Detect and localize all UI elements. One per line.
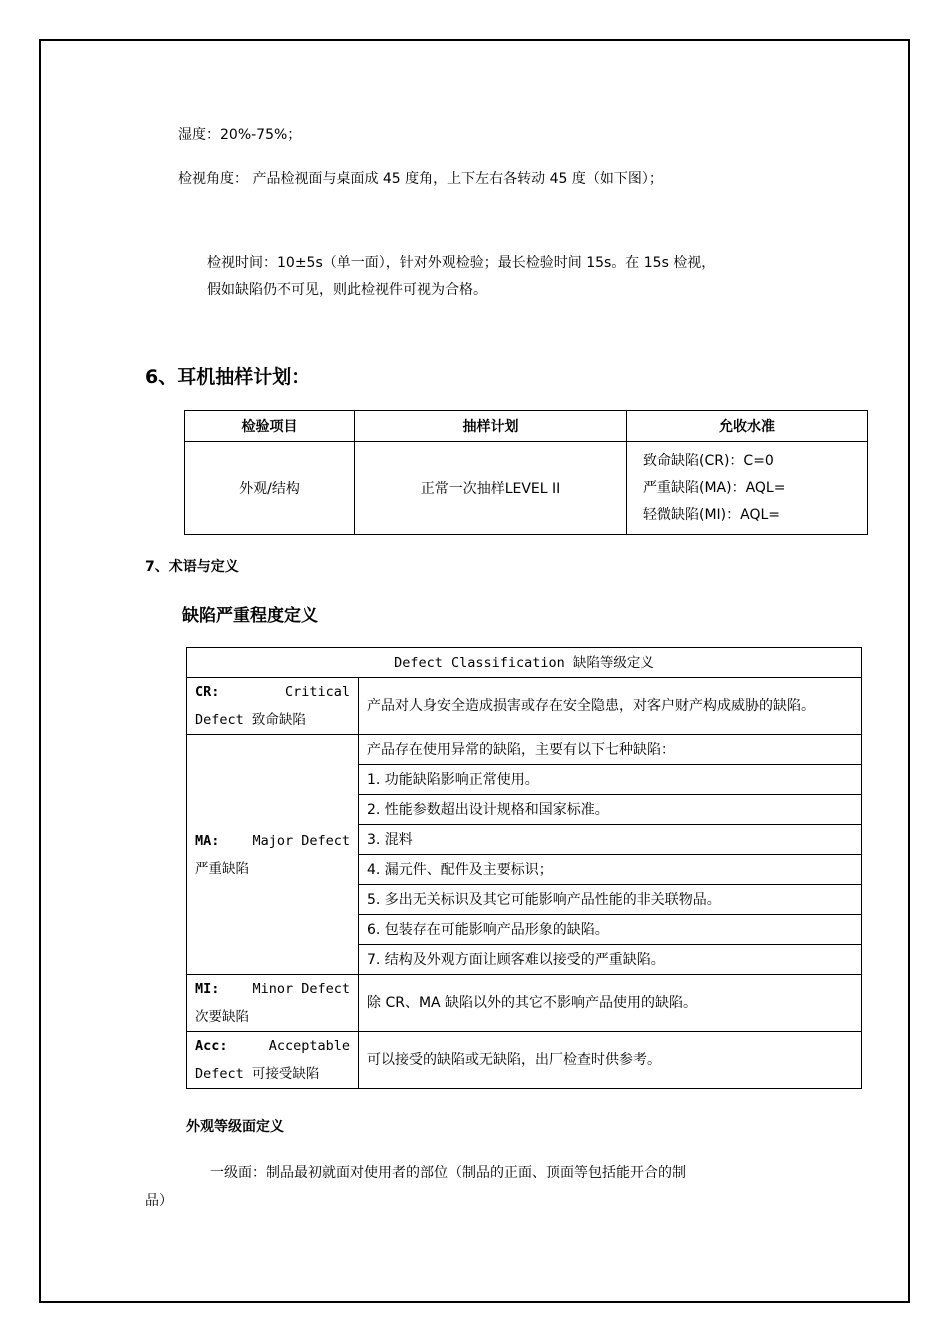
ma-item: 2. 性能参数超出设计规格和国家标准。	[359, 795, 862, 825]
sampling-header-plan: 抽样计划	[355, 411, 627, 442]
mi-desc: 除 CR、MA 缺陷以外的其它不影响产品使用的缺陷。	[359, 975, 862, 1032]
defect-classification-table	[186, 647, 862, 1089]
severity-subtitle: 缺陷严重程度定义	[182, 606, 318, 626]
sampling-header-item: 检验项目	[185, 411, 355, 442]
mi-code: MI:	[195, 981, 220, 997]
mi-class-cell	[187, 975, 359, 1032]
acc-line2: Defect 可接受缺陷	[195, 1066, 320, 1082]
cr-class-cell	[187, 678, 359, 735]
acc-code: Acc:	[195, 1038, 228, 1054]
ma-item: 3. 混料	[359, 825, 862, 855]
cr-line2: Defect 致命缺陷	[195, 712, 306, 728]
section7-title: 7、术语与定义	[145, 559, 239, 575]
section6-title: 6、耳机抽样计划：	[145, 366, 311, 388]
mi-en: Minor Defect	[252, 981, 350, 997]
level1-line1: 一级面：制品最初就面对使用者的部位（制品的正面、顶面等包括能开合的制	[210, 1165, 686, 1181]
cr-desc: 产品对人身安全造成损害或存在安全隐患，对客户财产构成威胁的缺陷。	[359, 678, 862, 735]
sampling-item-cell: 外观/结构	[185, 442, 355, 535]
acc-en: Acceptable	[268, 1038, 350, 1054]
ma-code: MA:	[195, 832, 220, 849]
ma-item: 6. 包装存在可能影响产品形象的缺陷。	[359, 915, 862, 945]
ma-en: Major Defect	[252, 832, 350, 849]
ma-line2: 严重缺陷	[195, 860, 249, 877]
accept-mi: 轻微缺陷(MI)：AQL=	[643, 506, 781, 523]
ma-class-cell	[187, 735, 359, 975]
accept-cr: 致命缺陷(CR)：C=0	[643, 452, 774, 469]
acc-class-cell	[187, 1032, 359, 1089]
sampling-header-accept: 允收水准	[627, 411, 868, 442]
ma-item: 1. 功能缺陷影响正常使用。	[359, 765, 862, 795]
ma-item: 5. 多出无关标识及其它可能影响产品性能的非关联物品。	[359, 885, 862, 915]
level1-line2: 品）	[145, 1193, 173, 1209]
ma-item: 7. 结构及外观方面让顾客难以接受的严重缺陷。	[359, 945, 862, 975]
cr-code: CR:	[195, 684, 220, 700]
viewing-time-line2: 假如缺陷仍不可见，则此检视件可视为合格。	[207, 282, 487, 298]
accept-ma: 严重缺陷(MA)：AQL=	[643, 479, 786, 496]
ma-item: 产品存在使用异常的缺陷，主要有以下七种缺陷：	[359, 735, 862, 765]
cr-en: Critical	[284, 684, 350, 700]
appearance-title: 外观等级面定义	[186, 1119, 284, 1135]
ma-item: 4. 漏元件、配件及主要标识；	[359, 855, 862, 885]
humidity-text: 湿度：20%-75%；	[178, 127, 302, 143]
acc-desc: 可以接受的缺陷或无缺陷，出厂检查时供参考。	[359, 1032, 862, 1089]
defect-table-title: Defect Classification 缺陷等级定义	[187, 648, 862, 678]
sampling-plan-table	[184, 410, 868, 535]
viewing-angle-text: 检视角度： 产品检视面与桌面成 45 度角，上下左右各转动 45 度（如下图）；	[178, 171, 663, 187]
sampling-accept-cell	[627, 442, 868, 535]
sampling-plan-cell: 正常一次抽样LEVEL II	[355, 442, 627, 535]
mi-line2: 次要缺陷	[195, 1009, 249, 1025]
viewing-time-line1: 检视时间：10±5s（单一面），针对外观检验；最长检验时间 15s。在 15s 检视，	[207, 255, 716, 271]
